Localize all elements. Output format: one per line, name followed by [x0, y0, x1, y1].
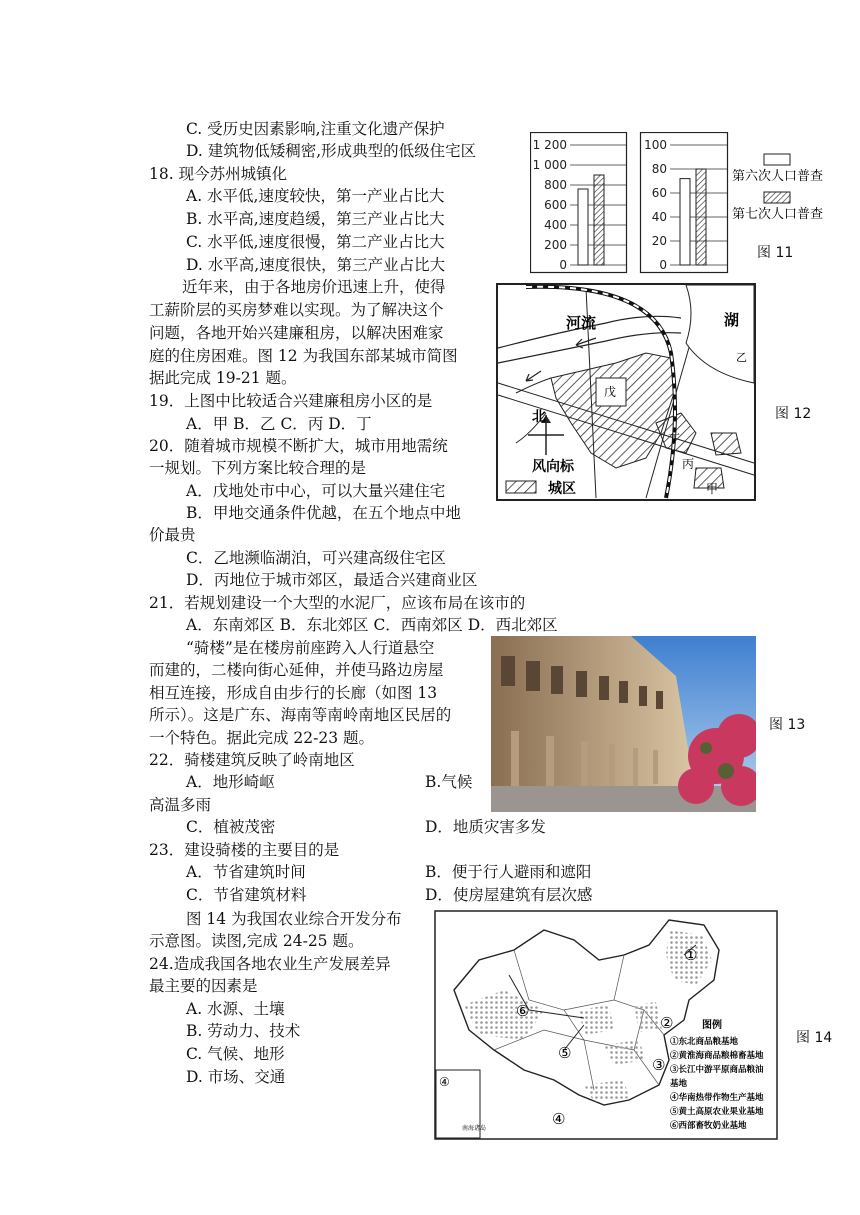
region-loess [579, 1005, 614, 1035]
passage-22-23-line2: 而建的，二楼向街心延伸，并使马路边房屋 [149, 661, 444, 679]
figure-12-city-map [496, 283, 756, 501]
option-22a: A．地形崎岖 [186, 773, 275, 791]
question-22: 22．骑楼建筑反映了岭南地区 [149, 751, 355, 769]
fig11-left-tick-label: 800 [544, 178, 567, 192]
option-22c: C．植被茂密 [186, 818, 276, 836]
fig11-left-bar-6th [578, 189, 588, 265]
option-20d: D．丙地位于城市郊区，最适合兴建商业区 [186, 571, 478, 589]
option-24d: D. 市场、交通 [186, 1068, 286, 1086]
option-22b: B.气候 [425, 773, 473, 791]
fig11-left-tick-label: 1 200 [532, 138, 567, 152]
fig11-left-tick-label: 200 [544, 238, 567, 252]
marker-1: ① [684, 946, 698, 964]
option-23b: B．便于行人避雨和遮阳 [425, 863, 592, 881]
label-north: 北 [532, 409, 546, 425]
urban-area-east [711, 433, 741, 455]
passage-19-21-line1: 近年来，由于各地房价迅速上升，使得 [182, 278, 446, 296]
inset-label: 南海诸岛 [462, 1125, 487, 1132]
legend-urban-swatch [506, 481, 536, 493]
label-lake: 湖 [724, 311, 740, 329]
option-18c: C. 水平低,速度很慢，第二产业占比大 [186, 233, 445, 251]
option-23a: A．节省建筑时间 [186, 863, 306, 881]
figure-14-china-agri-map [434, 910, 778, 1140]
fig11-right-tick-label: 100 [644, 138, 667, 152]
legend-item-2: ②黄淮海商品粮棉畜基地 [670, 1051, 764, 1061]
label-yi: 乙 [736, 351, 747, 364]
fig11-left-bar-7th [594, 175, 604, 265]
passage-19-21-line5: 据此完成 19-21 题。 [149, 369, 297, 387]
option-23d: D．使房屋建筑有层次感 [425, 886, 593, 904]
question-19: 19．上图中比较适合兴建廉租房小区的是 [149, 392, 433, 410]
passage-22-23-line3: 相互连接，形成自由步行的长廊（如图 13 [149, 684, 438, 702]
options-19: A．甲 B．乙 C．丙 D．丁 [186, 415, 372, 433]
legend-item-4: ④华南热带作物生产基地 [670, 1093, 764, 1103]
inset-marker-4: ④ [439, 1075, 450, 1089]
question-20: 20．随着城市规模不断扩大，城市用地需统 [149, 437, 448, 455]
option-24c: C. 气候、地形 [186, 1045, 285, 1063]
legend-item-6: ⑥西部畜牧奶业基地 [670, 1121, 747, 1131]
option-23c: C．节省建筑材料 [186, 886, 307, 904]
fig11-left-tick-label: 1 000 [532, 158, 567, 172]
fig11-left-bars [578, 175, 604, 265]
option-24b: B. 劳动力、技术 [186, 1022, 301, 1040]
marker-5: ⑤ [558, 1044, 572, 1062]
fig11-right-tick-label: 80 [651, 162, 667, 176]
option-22b-cont: 高温多雨 [149, 796, 212, 814]
question-20-cont: 一规划。下列方案比较合理的是 [149, 459, 367, 477]
legend-item-3: ③长江中游平原商品粮油 [670, 1065, 764, 1075]
fig11-left-ticklabels [533, 138, 567, 272]
question-21: 21．若规划建设一个大型的水泥厂，应该布局在该市的 [149, 594, 526, 612]
label-wind-vane: 风向标 [532, 459, 574, 475]
marker-6: ⑥ [516, 1002, 530, 1020]
question-24: 24.造成我国各地农业生产发展差异 [149, 955, 391, 973]
legend-6th-label: 第六次人口普查 [732, 169, 824, 184]
legend-item-1: ①东北商品粮基地 [670, 1037, 739, 1047]
fig11-left-tick-label: 600 [544, 198, 567, 212]
fig11-right-tick-label: 20 [651, 234, 667, 248]
label-bing: 丙 [682, 457, 695, 471]
label-wu: 戊 [604, 385, 617, 399]
street [491, 786, 756, 812]
marker-2: ② [660, 1014, 674, 1032]
figure-13-label: 图 13 [769, 717, 806, 733]
fig11-right-ticklabels [644, 138, 667, 272]
marker-4: ④ [552, 1110, 566, 1128]
passage-22-23-line1: “骑楼”是在楼房前座跨入人行道悬空 [186, 639, 435, 657]
marker-3: ③ [652, 1056, 666, 1074]
passage-19-21-line4: 庭的住房困难。图 12 为我国东部某城市简图 [149, 347, 458, 365]
legend-item-3-cont: 基地 [670, 1079, 688, 1089]
option-20c: C．乙地濒临湖泊，可兴建高级住宅区 [186, 549, 446, 567]
fig11-right-bar-6th [680, 179, 690, 265]
fig11-left-tick-label: 0 [559, 258, 567, 272]
option-17c: C. 受历史因素影响,注重文化遗产保护 [186, 120, 445, 138]
option-24a: A. 水源、土壤 [186, 1000, 285, 1018]
passage-24-25-line1: 图 14 为我国农业综合开发分布 [186, 910, 402, 928]
passage-22-23-line5: 一个特色。据此完成 22-23 题。 [149, 729, 375, 747]
legend-7th-swatch [764, 192, 790, 203]
question-24-cont: 最主要的因素是 [149, 977, 258, 995]
passage-22-23-line4: 所示）。这是广东、海南等南岭南地区民居的 [149, 706, 452, 724]
option-20b-cont: 价最贵 [149, 526, 196, 544]
legend-7th-label: 第七次人口普查 [732, 207, 824, 222]
label-jia: 甲 [706, 482, 719, 496]
fig11-right-tick-label: 0 [659, 258, 667, 272]
option-18d: D. 水平高,速度很快，第三产业占比大 [186, 256, 446, 274]
fig11-right-bar-7th [696, 169, 706, 265]
legend-title: 图例 [702, 1020, 722, 1031]
fig11-right-tick-label: 60 [651, 186, 667, 200]
fig11-right-tick-label: 40 [651, 210, 667, 224]
question-23: 23．建设骑楼的主要目的是 [149, 841, 340, 859]
legend-item-5: ⑤黄土高原农业果业基地 [670, 1107, 764, 1117]
option-20a: A．戊地处市中心，可以大量兴建住宅 [186, 482, 446, 500]
fig11-left-tick-label: 400 [544, 218, 567, 232]
legend-6th-swatch [764, 154, 790, 165]
passage-24-25-line2: 示意图。读图,完成 24-25 题。 [149, 932, 364, 950]
label-ding: 丁 [668, 432, 681, 446]
option-18a: A. 水平低,速度较快，第一产业占比大 [186, 187, 445, 205]
passage-19-21-line3: 问题，各地开始兴建廉租房，以解决困难家 [149, 324, 444, 342]
option-20b: B．甲地交通条件优越，在五个地点中地 [186, 504, 461, 522]
option-17d: D. 建筑物低矮稠密,形成典型的低级住宅区 [186, 142, 477, 160]
figure-12-label: 图 12 [775, 406, 812, 422]
figure-13-qilou-photo [491, 636, 756, 812]
options-21: A．东南郊区 B．东北郊区 C．西南郊区 D．西北郊区 [186, 616, 558, 634]
legend-urban-label: 城区 [548, 481, 576, 497]
passage-19-21-line2: 工薪阶层的买房梦难以实现。为了解决这个 [149, 301, 444, 319]
figure-14-label: 图 14 [796, 1030, 833, 1046]
label-river: 河流 [566, 314, 597, 332]
question-18: 18. 现今苏州城镇化 [149, 165, 288, 183]
option-18b: B. 水平高,速度趋缓，第三产业占比大 [186, 210, 445, 228]
option-22d: D．地质灾害多发 [425, 818, 546, 836]
figure-11-label: 图 11 [757, 245, 794, 261]
